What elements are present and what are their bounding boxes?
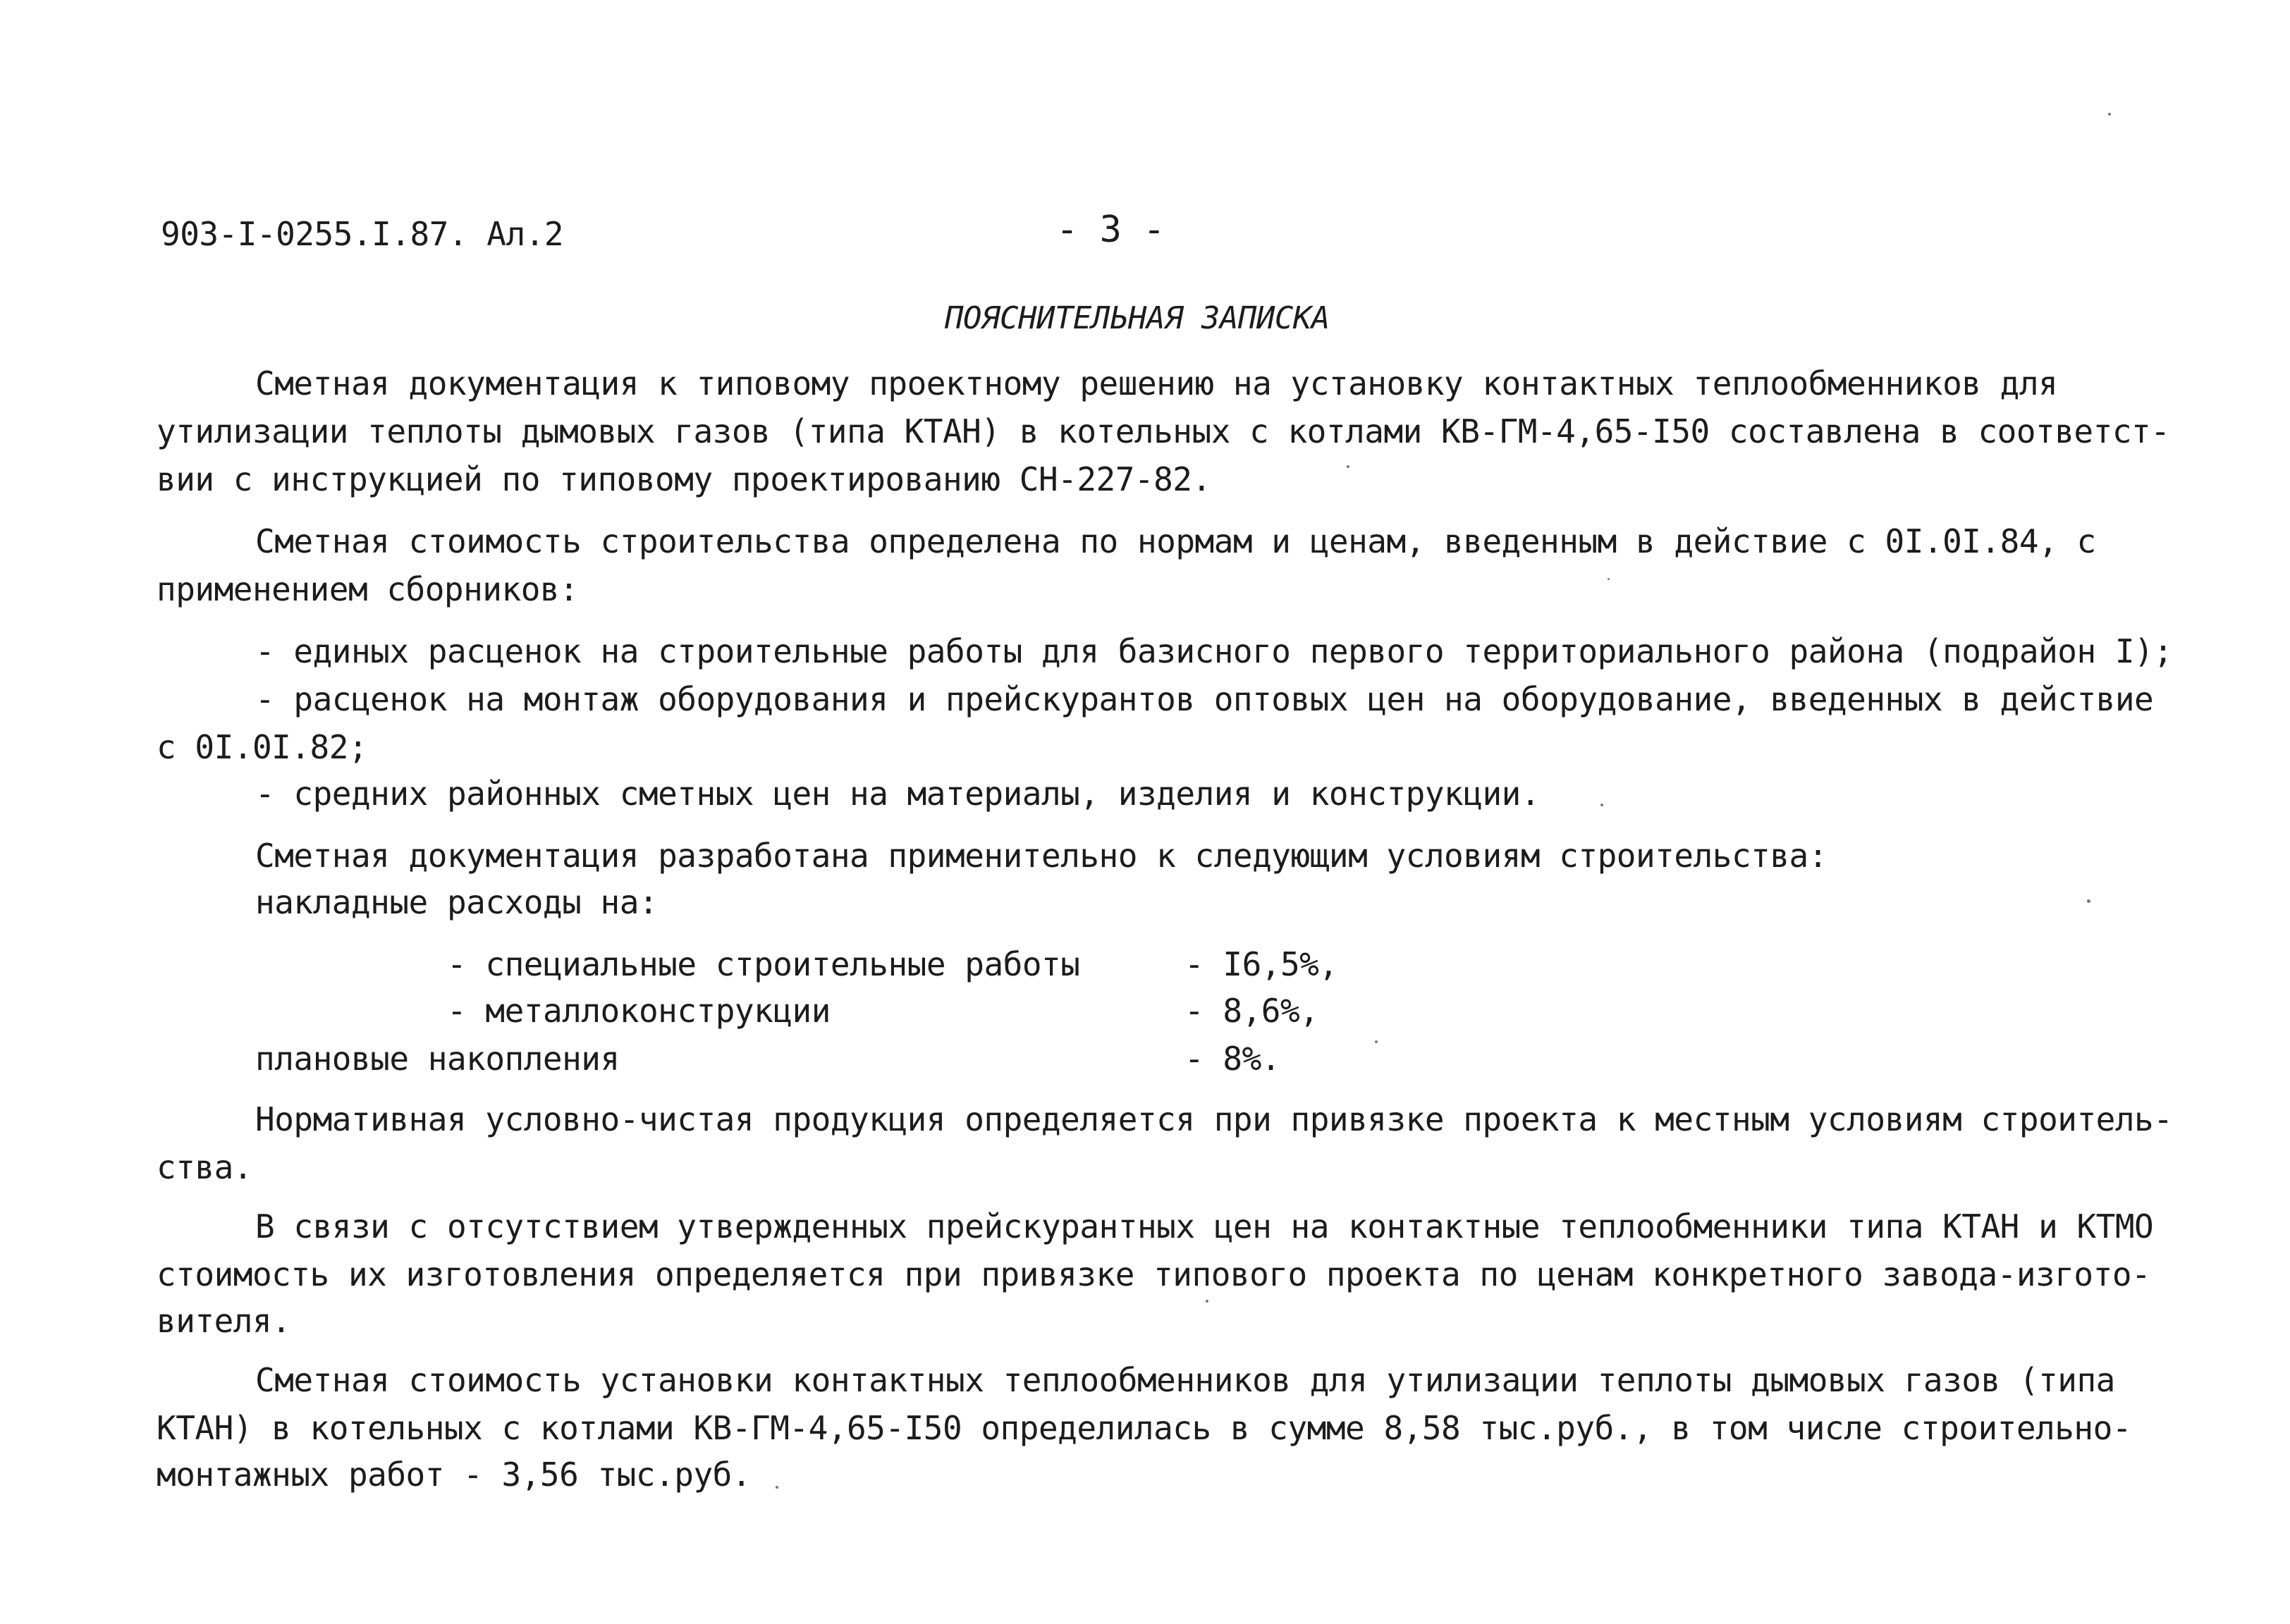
scan-speck [2108, 113, 2111, 116]
scan-speck [1600, 804, 1603, 806]
rate-label: плановые накопления [255, 1040, 620, 1078]
document-title: ПОЯСНИТЕЛЬНАЯ ЗАПИСКА [945, 300, 1330, 336]
paragraph-line: Нормативная условно-чистая продукция определяется при привязке проекта к местным условиям строитель- [255, 1100, 2173, 1138]
rate-label: - специальные строительные работы [447, 945, 1080, 983]
paragraph-line: применением сборников: [157, 570, 579, 608]
paragraph-line: КТАН) в котельных с котлами КВ-ГМ-4,65-I50 определилась в сумме 8,58 тыс.руб., в том числе строительно- [157, 1409, 2132, 1447]
paragraph-line: Сметная документация к типовому проектному решению на установку контактных теплообменников для [255, 364, 2058, 402]
paragraph-line: ства. [157, 1148, 252, 1186]
list-item: - средних районных сметных цен на материалы, изделия и конструкции. [255, 775, 1541, 813]
page-number: - 3 - [1056, 209, 1165, 251]
paragraph-line: вителя. [157, 1302, 291, 1340]
scan-speck [1608, 578, 1610, 580]
paragraph-line: Сметная стоимость установки контактных теплообменников для утилизации теплоты дымовых газов (типа [255, 1361, 2115, 1399]
paragraph-line: Сметная стоимость строительства определена по нормам и ценам, введенным в действие с 0I.0I.84, с [255, 522, 2096, 560]
paragraph-line: монтажных работ - 3,56 тыс.руб. [157, 1456, 752, 1494]
paragraph-line: утилизации теплоты дымовых газов (типа КТАН) в котельных с котлами КВ-ГМ-4,65-I50 составлена в соответст- [157, 412, 2170, 450]
scan-speck [1206, 1300, 1208, 1303]
scan-speck [1375, 1040, 1378, 1043]
scan-speck [2087, 899, 2090, 903]
list-item: - единых расценок на строительные работы для базисного первого территориального района (подрайон I); [255, 632, 2173, 670]
scan-speck [1347, 465, 1349, 468]
rate-label: - металлоконструкции [447, 992, 831, 1030]
paragraph-line: В связи с отсутствием утвержденных прейскурантных цен на контактные теплообменники типа КТАН и КТМО [255, 1207, 2154, 1245]
scan-speck [776, 1486, 778, 1489]
list-item-continuation: с 0I.0I.82; [157, 728, 368, 766]
list-item: - расценок на монтаж оборудования и прейскурантов оптовых цен на оборудование, введенных в действие [255, 680, 2154, 718]
paragraph-line: стоимость их изготовления определяется при привязке типового проекта по ценам конкретного завода-изгото- [157, 1255, 2151, 1293]
conditions-intro: Сметная документация разработана применительно к следующим условиям строительства: [255, 837, 1827, 875]
paragraph-line: вии с инструкцией по типовому проектированию СН-227-82. [157, 460, 1211, 498]
overhead-label: накладные расходы на: [255, 883, 659, 921]
rate-value: - 8%. [1184, 1040, 1280, 1078]
rate-value: - 8,6%, [1184, 992, 1319, 1030]
rate-value: - I6,5%, [1184, 945, 1338, 983]
document-code: 903-I-0255.I.87. Ал.2 [161, 215, 564, 253]
